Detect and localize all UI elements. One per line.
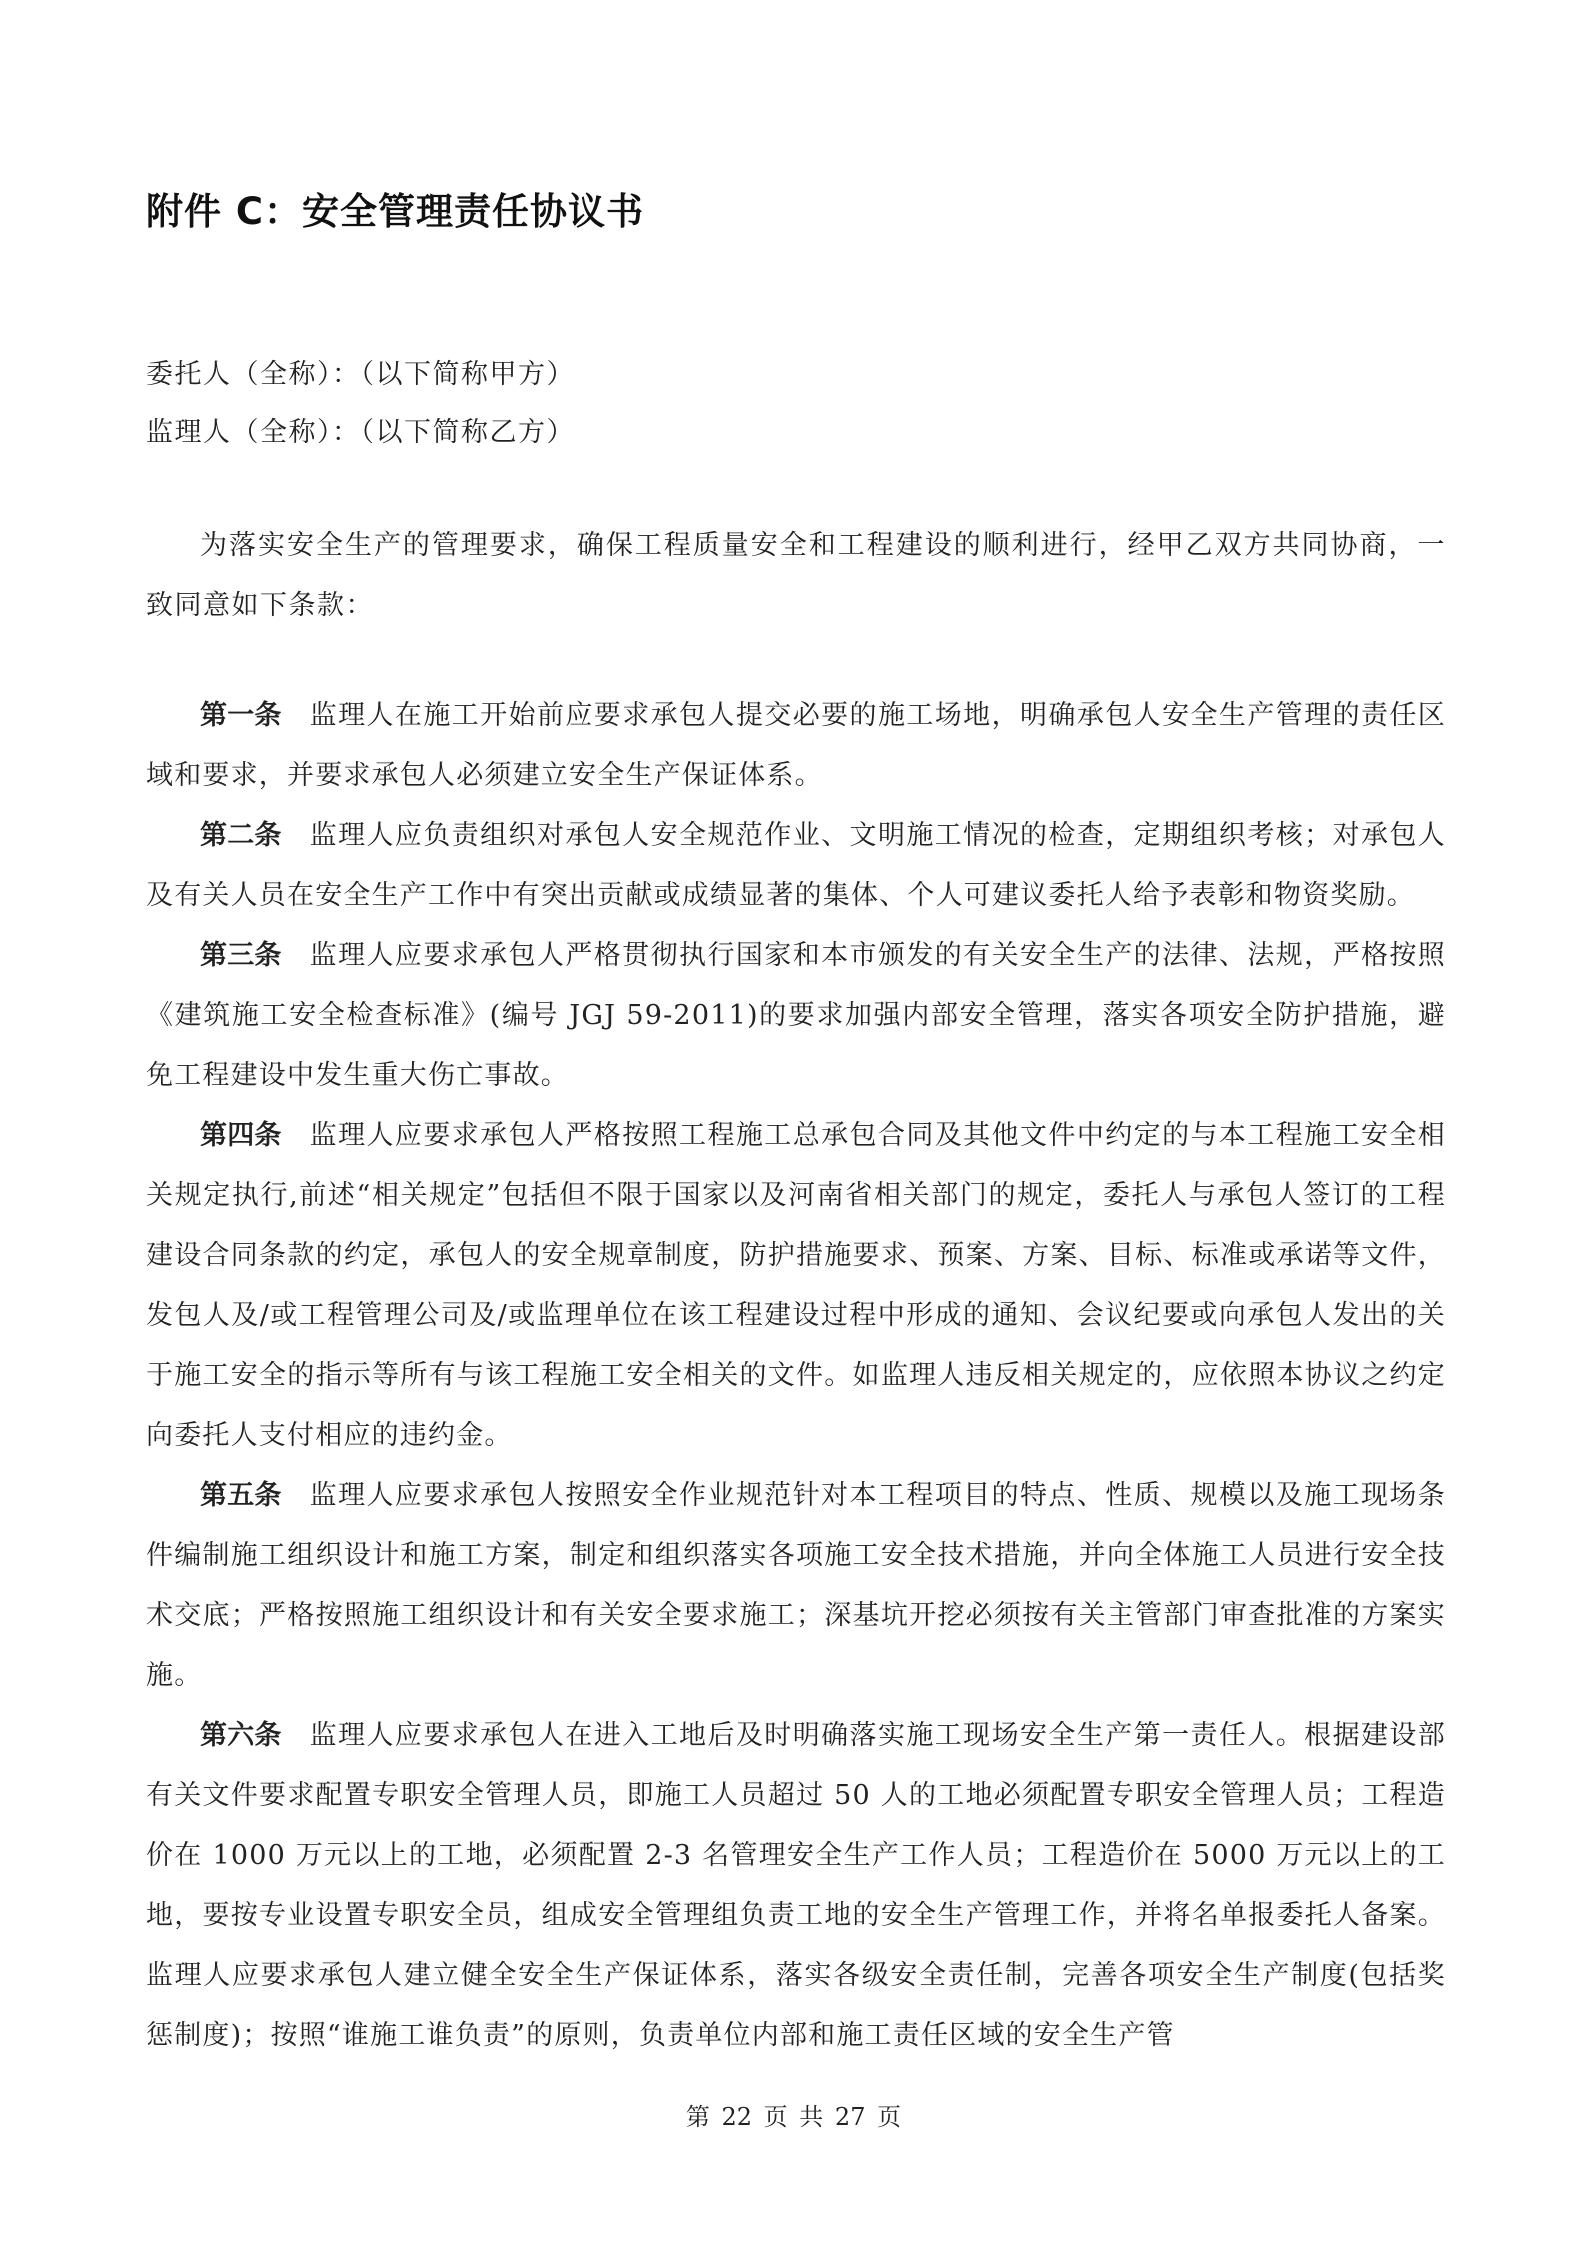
article-number: 第一条 bbox=[200, 700, 282, 731]
article-2 bbox=[146, 806, 1446, 926]
article-text: 监理人应负责组织对承包人安全规范作业、文明施工情况的检查，定期组织考核；对承包人及有关人员在安全生产工作中有突出贡献或成绩显著的集体、个人可建议委托人给予表彰和物资奖励。 bbox=[146, 820, 1447, 911]
article-3 bbox=[146, 926, 1446, 1106]
article-text: 监理人在施工开始前应要求承包人提交必要的施工场地，明确承包人安全生产管理的责任区域和要求，并要求承包人必须建立安全生产保证体系。 bbox=[146, 700, 1447, 791]
article-6 bbox=[146, 1706, 1446, 2066]
article-number: 第四条 bbox=[200, 1120, 282, 1151]
article-1 bbox=[146, 686, 1446, 806]
intro-paragraph: 为落实安全生产的管理要求，确保工程质量安全和工程建设的顺利进行，经甲乙双方共同协商，一致同意如下条款： bbox=[146, 530, 1446, 621]
document-title: 附件 C：安全管理责任协议书 bbox=[146, 190, 645, 233]
article-text: 监理人应要求承包人严格贯彻执行国家和本市颁发的有关安全生产的法律、法规，严格按照《建筑施工安全检查标准》(编号 JGJ 59-2011)的要求加强内部安全管理，落实各项安全防护措施，避免工程建设中发生重大伤亡事故。 bbox=[146, 940, 1447, 1091]
parties-block bbox=[146, 346, 1446, 462]
supervisor-party-line: 监理人（全称）：（以下简称乙方） bbox=[146, 417, 575, 448]
article-5 bbox=[146, 1466, 1446, 1706]
article-text: 监理人应要求承包人按照安全作业规范针对本工程项目的特点、性质、规模以及施工现场条件编制施工组织设计和施工方案，制定和组织落实各项施工安全技术措施，并向全体施工人员进行安全技术交底；严格按照施工组织设计和有关安全要求施工；深基坑开挖必须按有关主管部门审查批准的方案实施。 bbox=[146, 1480, 1447, 1691]
article-number: 第三条 bbox=[200, 940, 282, 971]
page-number-footer: 第 22 页 共 27 页 bbox=[685, 2103, 902, 2131]
articles-list bbox=[146, 686, 1446, 2066]
client-party-line: 委托人（全称）：（以下简称甲方） bbox=[146, 359, 575, 390]
article-number: 第五条 bbox=[200, 1480, 282, 1511]
article-text: 监理人应要求承包人严格按照工程施工总承包合同及其他文件中约定的与本工程施工安全相关规定执行,前述“相关规定”包括但不限于国家以及河南省相关部门的规定，委托人与承包人签订的工程建设合同条款的约定，承包人的安全规章制度，防护措施要求、预案、方案、目标、标准或承诺等文件，发包人及/或工程管理公司及/或监理单位在该工程建设过程中形成的通知、会议纪要或向承包人发出的关于施工安全的指示等所有与该工程施工安全相关的文件。如监理人违反相关规定的，应依照本协议之约定向委托人支付相应的违约金。 bbox=[146, 1120, 1447, 1451]
article-number: 第二条 bbox=[200, 820, 282, 851]
article-text: 监理人应要求承包人在进入工地后及时明确落实施工现场安全生产第一责任人。根据建设部有关文件要求配置专职安全管理人员，即施工人员超过 50 人的工地必须配置专职安全管理人员；工程造价在 1000 万元以上的工地，必须配置 2-3 名管理安全生产工作人员；工程造价在 5000 万元以上的工地，要按专业设置专职安全员，组成安全管理组负责工地的安全生产管理工作，并将名单报委托人备案。监理人应要求承包人建立健全安全生产保证体系，落实各级安全责任制，完善各项安全生产制度(包括奖惩制度)；按照“谁施工谁负责”的原则，负责单位内部和施工责任区域的安全生产管 bbox=[146, 1720, 1447, 2051]
article-number: 第六条 bbox=[200, 1720, 282, 1751]
article-4 bbox=[146, 1106, 1446, 1466]
